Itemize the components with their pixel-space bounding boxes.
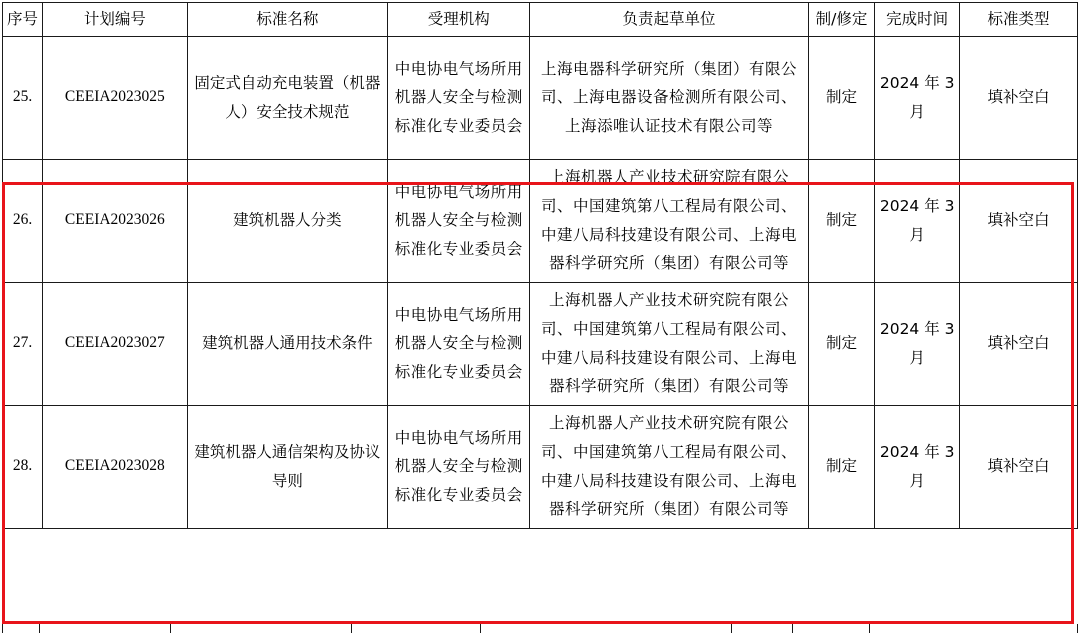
row-seq: 26. <box>3 159 43 282</box>
table-row <box>3 282 1078 405</box>
table-header-row <box>3 3 1078 37</box>
row-formulate-revise: 制定 <box>808 36 875 159</box>
header-accepting-org: 受理机构 <box>388 3 530 37</box>
row-plan-no: CEEIA2023025 <box>43 36 188 159</box>
header-standard-category: 标准类型 <box>959 3 1077 37</box>
row-standard-name: 建筑机器人通用技术条件 <box>187 282 387 405</box>
standards-table <box>2 2 1078 529</box>
row-seq: 25. <box>3 36 43 159</box>
row-drafting-unit: 上海机器人产业技术研究院有限公司、中国建筑第八工程局有限公司、中建八局科技建设有限公司、上海电器科学研究所（集团）有限公司等 <box>530 282 808 405</box>
row-completion-time: 2024 年 3 月 <box>875 159 960 282</box>
row-plan-no: CEEIA2023026 <box>43 159 188 282</box>
row-formulate-revise: 制定 <box>808 159 875 282</box>
row-standard-name: 建筑机器人分类 <box>187 159 387 282</box>
header-drafting-unit: 负责起草单位 <box>530 3 808 37</box>
row-drafting-unit: 上海电器科学研究所（集团）有限公司、上海电器设备检测所有限公司、上海添唯认证技术有限公司等 <box>530 36 808 159</box>
row-drafting-unit: 上海机器人产业技术研究院有限公司、中国建筑第八工程局有限公司、中建八局科技建设有限公司、上海电器科学研究所（集团）有限公司等 <box>530 405 808 528</box>
row-seq: 28. <box>3 405 43 528</box>
header-seq: 序号 <box>3 3 43 37</box>
row-standard-category: 填补空白 <box>959 36 1077 159</box>
row-seq: 27. <box>3 282 43 405</box>
row-accepting-org: 中电协电气场所用机器人安全与检测标准化专业委员会 <box>388 159 530 282</box>
row-accepting-org: 中电协电气场所用机器人安全与检测标准化专业委员会 <box>388 405 530 528</box>
row-plan-no: CEEIA2023027 <box>43 282 188 405</box>
header-formulate-revise: 制/修定 <box>808 3 875 37</box>
row-completion-time: 2024 年 3 月 <box>875 36 960 159</box>
row-plan-no: CEEIA2023028 <box>43 405 188 528</box>
document-page <box>0 2 1080 633</box>
row-standard-category: 填补空白 <box>959 282 1077 405</box>
header-completion-time: 完成时间 <box>875 3 960 37</box>
table-row <box>3 36 1078 159</box>
table-row <box>3 405 1078 528</box>
row-accepting-org: 中电协电气场所用机器人安全与检测标准化专业委员会 <box>388 282 530 405</box>
row-formulate-revise: 制定 <box>808 405 875 528</box>
header-plan-no: 计划编号 <box>43 3 188 37</box>
row-standard-category: 填补空白 <box>959 405 1077 528</box>
row-standard-name: 建筑机器人通信架构及协议导则 <box>187 405 387 528</box>
table-row <box>3 159 1078 282</box>
row-completion-time: 2024 年 3 月 <box>875 405 960 528</box>
row-standard-category: 填补空白 <box>959 159 1077 282</box>
row-drafting-unit: 上海机器人产业技术研究院有限公司、中国建筑第八工程局有限公司、中建八局科技建设有限公司、上海电器科学研究所（集团）有限公司等 <box>530 159 808 282</box>
row-accepting-org: 中电协电气场所用机器人安全与检测标准化专业委员会 <box>388 36 530 159</box>
header-standard-name: 标准名称 <box>187 3 387 37</box>
table-bottom-partial-row <box>2 624 1078 633</box>
row-completion-time: 2024 年 3 月 <box>875 282 960 405</box>
row-standard-name: 固定式自动充电装置（机器人）安全技术规范 <box>187 36 387 159</box>
row-formulate-revise: 制定 <box>808 282 875 405</box>
